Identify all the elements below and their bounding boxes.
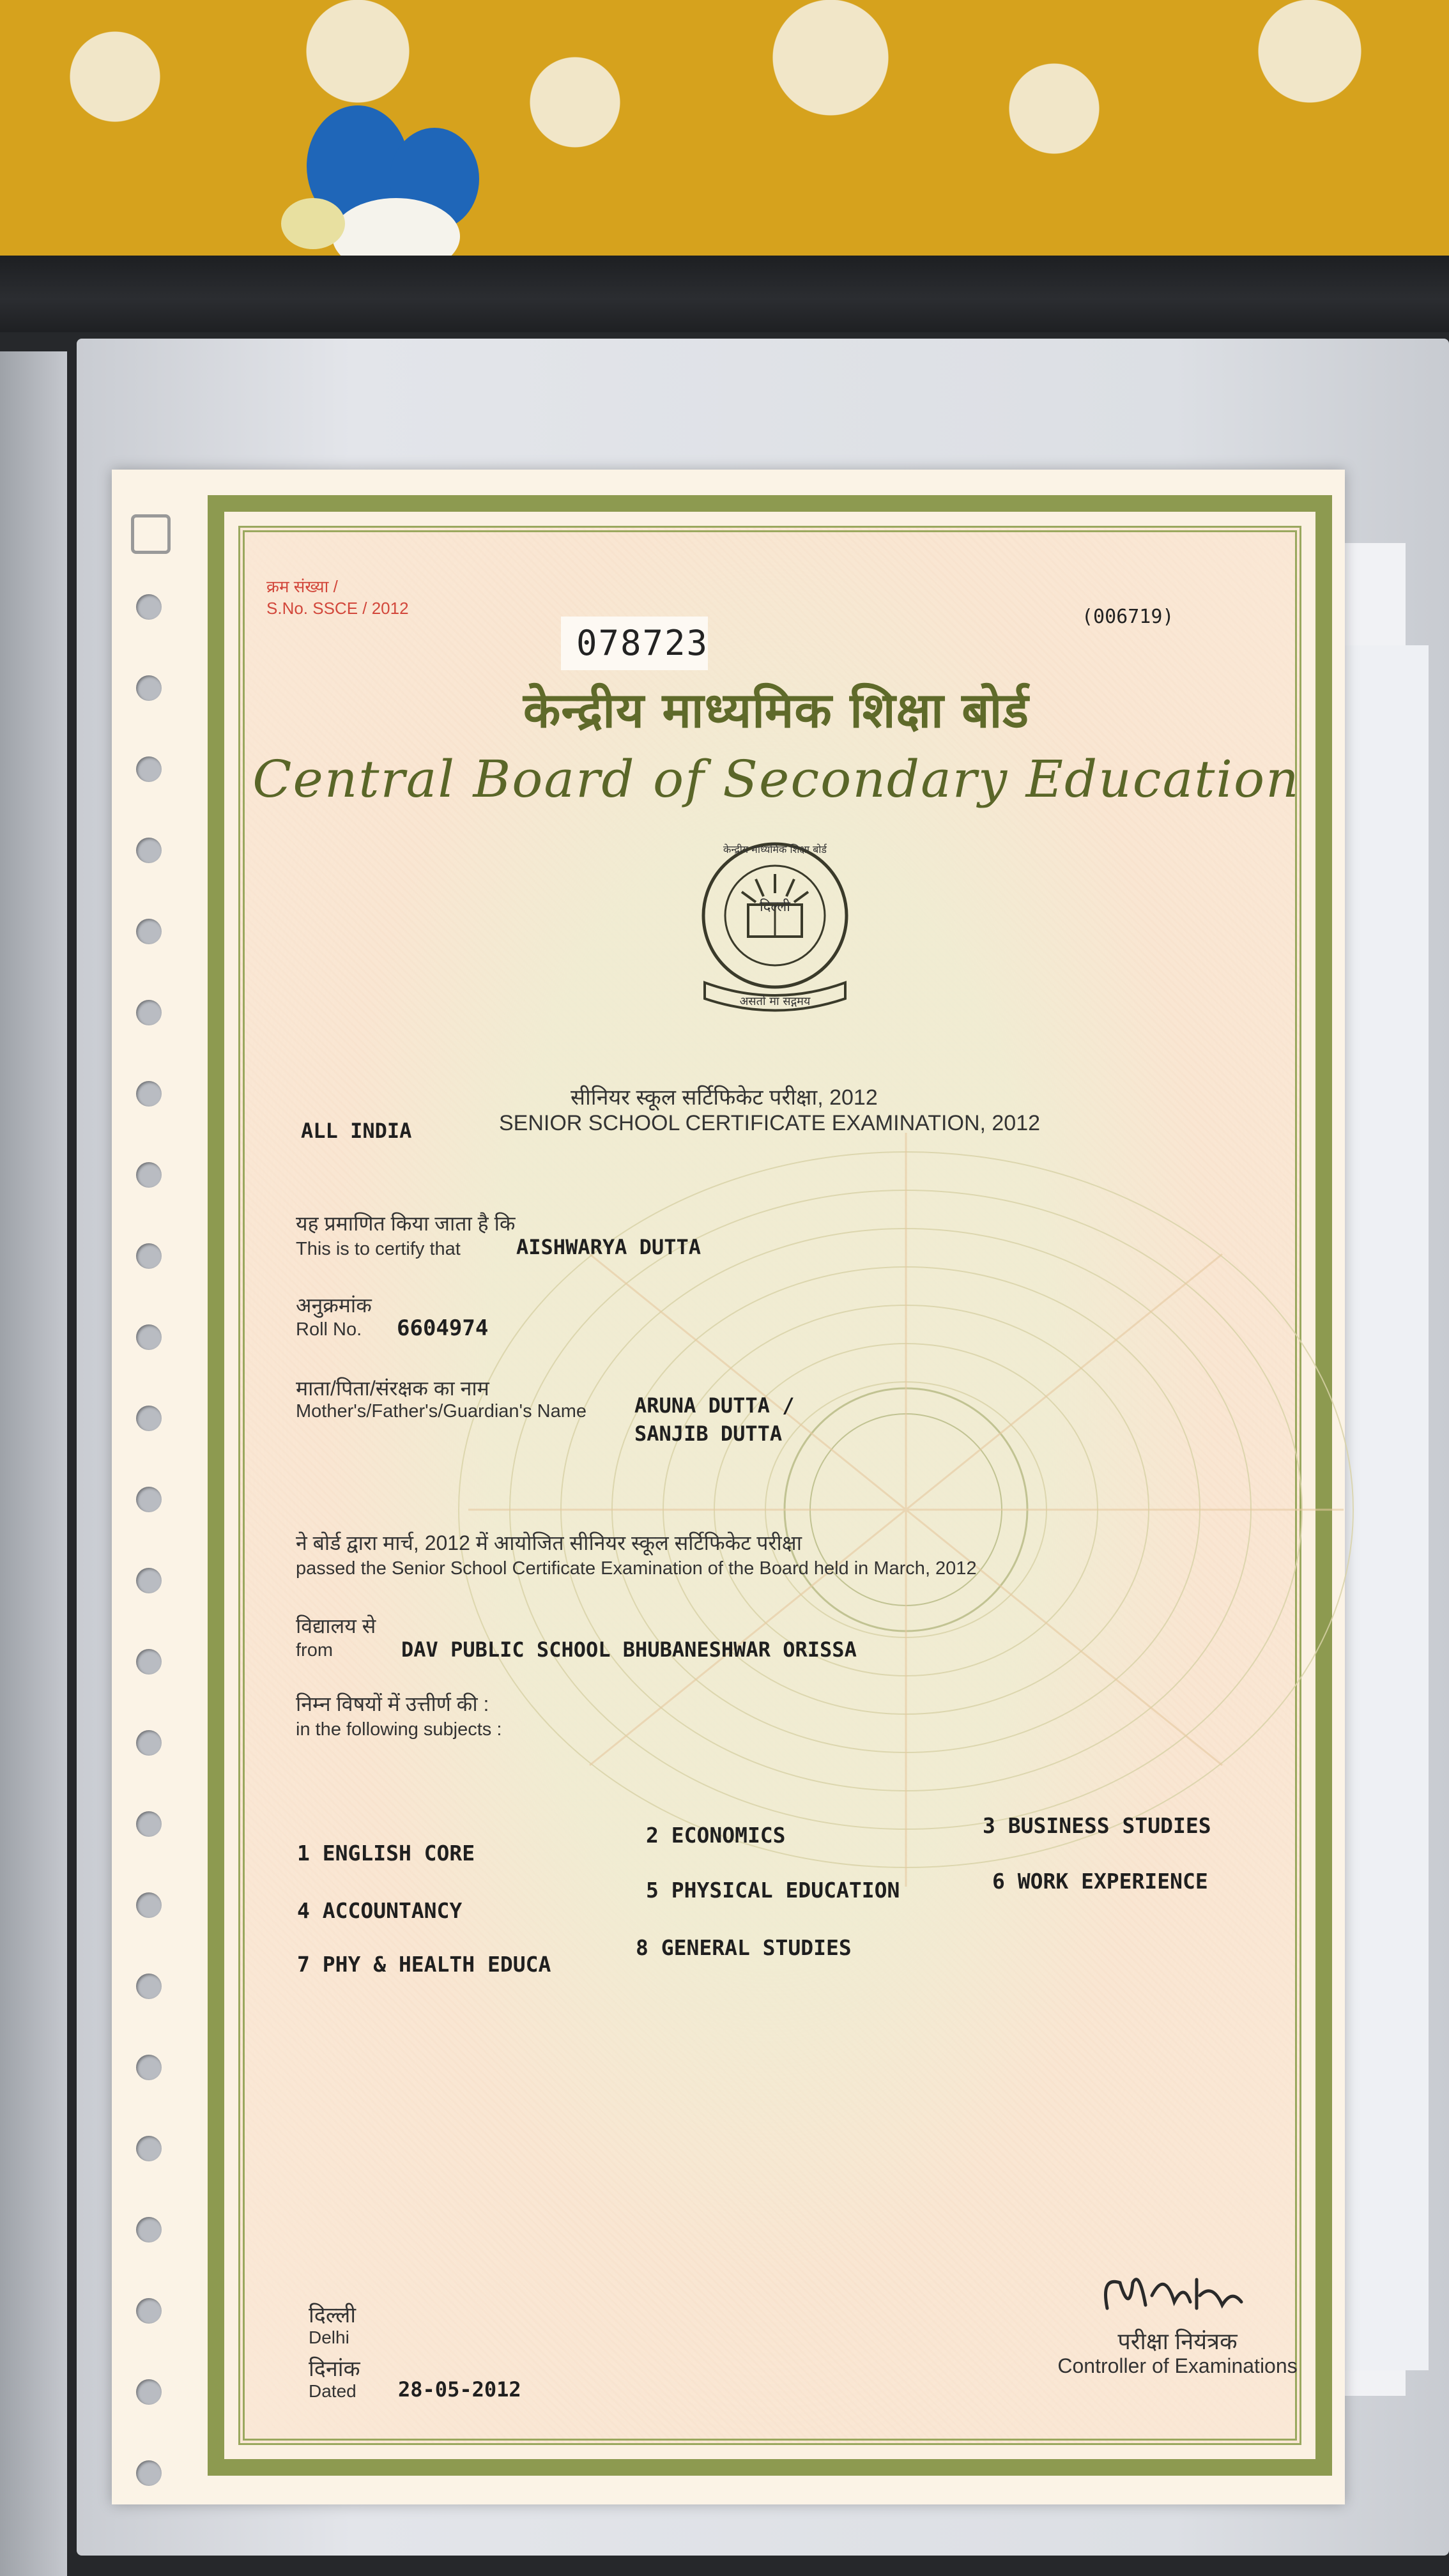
subject-item: 5 PHYSICAL EDUCATION (646, 1878, 900, 1903)
from-label: from (296, 1640, 333, 1660)
serial-number: 078723 (576, 623, 709, 663)
subject-item: 6 WORK EXPERIENCE (992, 1869, 1208, 1894)
emblem-city: दिल्ली (760, 899, 790, 915)
roll-label-hindi: अनुक्रमांक (296, 1294, 372, 1317)
candidate-name: AISHWARYA DUTTA (516, 1235, 701, 1259)
printer-logo-icon (131, 514, 171, 554)
serial-number-label-hindi: क्रम संख्या / (266, 577, 338, 596)
certificate-border (208, 495, 1332, 2476)
parent-label: Mother's/Father's/Guardian's Name (296, 1401, 587, 1422)
controller-title-hindi: परीक्षा नियंत्रक (1117, 2328, 1238, 2354)
subject-item: 4 ACCOUNTANCY (297, 1898, 463, 1923)
subject-item: 7 PHY & HEALTH EDUCA (297, 1952, 551, 1977)
subjects-label: in the following subjects : (296, 1719, 502, 1740)
issue-date: 28-05-2012 (398, 2377, 521, 2402)
certify-label-hindi: यह प्रमाणित किया जाता है कि (296, 1212, 516, 1235)
school-name: DAV PUBLIC SCHOOL BHUBANESHWAR ORISSA (401, 1637, 857, 1662)
dated-label-hindi: दिनांक (309, 2357, 360, 2381)
passed-label: passed the Senior School Certificate Examination of the Board held in March, 2012 (296, 1558, 977, 1579)
floral-fabric-background (0, 0, 1449, 281)
certificate-inner-panel (238, 526, 1301, 2445)
subject-item: 8 GENERAL STUDIES (636, 1935, 852, 1960)
subject-item: 3 BUSINESS STUDIES (983, 1813, 1211, 1838)
emblem-motto: असतो मा सद्गमय (739, 995, 811, 1008)
board-title-english: Central Board of Secondary Education (252, 749, 1300, 809)
place-label: Delhi (309, 2327, 349, 2347)
board-title-hindi: केन्द्रीय माध्यमिक शिक्षा बोर्ड (523, 682, 1029, 739)
subject-item: 2 ECONOMICS (646, 1823, 786, 1848)
certificate-code: (006719) (1082, 606, 1174, 628)
subject-item: 1 ENGLISH CORE (297, 1841, 475, 1866)
controller-signature (1094, 2257, 1248, 2327)
roll-label: Roll No. (296, 1319, 362, 1340)
cartoon-character-fabric-print (275, 77, 518, 268)
left-sleeve-page (0, 351, 67, 2576)
certificate-paper (112, 470, 1345, 2504)
emblem-text: केन्द्रीय माध्यमिक शिक्षा बोर्ड (723, 843, 827, 855)
region: ALL INDIA (301, 1119, 412, 1143)
serial-number-label: S.No. SSCE / 2012 (266, 599, 409, 618)
controller-title: Controller of Examinations (1057, 2354, 1298, 2377)
certify-label: This is to certify that (296, 1239, 461, 1259)
serial-number-box (561, 617, 708, 670)
parent-name-1: ARUNA DUTTA / (634, 1393, 795, 1418)
exam-name-english: SENIOR SCHOOL CERTIFICATE EXAMINATION, 2012 (499, 1111, 1041, 1135)
guilloche-watermark (411, 1094, 1401, 1925)
place-label-hindi: दिल्ली (309, 2303, 356, 2327)
from-label-hindi: विद्यालय से (296, 1614, 376, 1637)
passed-label-hindi: ने बोर्ड द्वारा मार्च, 2012 में आयोजित सीनियर स्कूल सर्टिफिकेट परीक्षा (296, 1531, 802, 1554)
parent-name-2: SANJIB DUTTA (634, 1422, 783, 1446)
subjects-label-hindi: निम्न विषयों में उत्तीर्ण की : (296, 1692, 489, 1715)
exam-name-hindi: सीनियर स्कूल सर्टिफिकेट परीक्षा, 2012 (571, 1085, 878, 1110)
roll-number: 6604974 (397, 1315, 489, 1341)
dated-label: Dated (309, 2381, 356, 2401)
parent-label-hindi: माता/पिता/संरक्षक का नाम (296, 1377, 489, 1400)
